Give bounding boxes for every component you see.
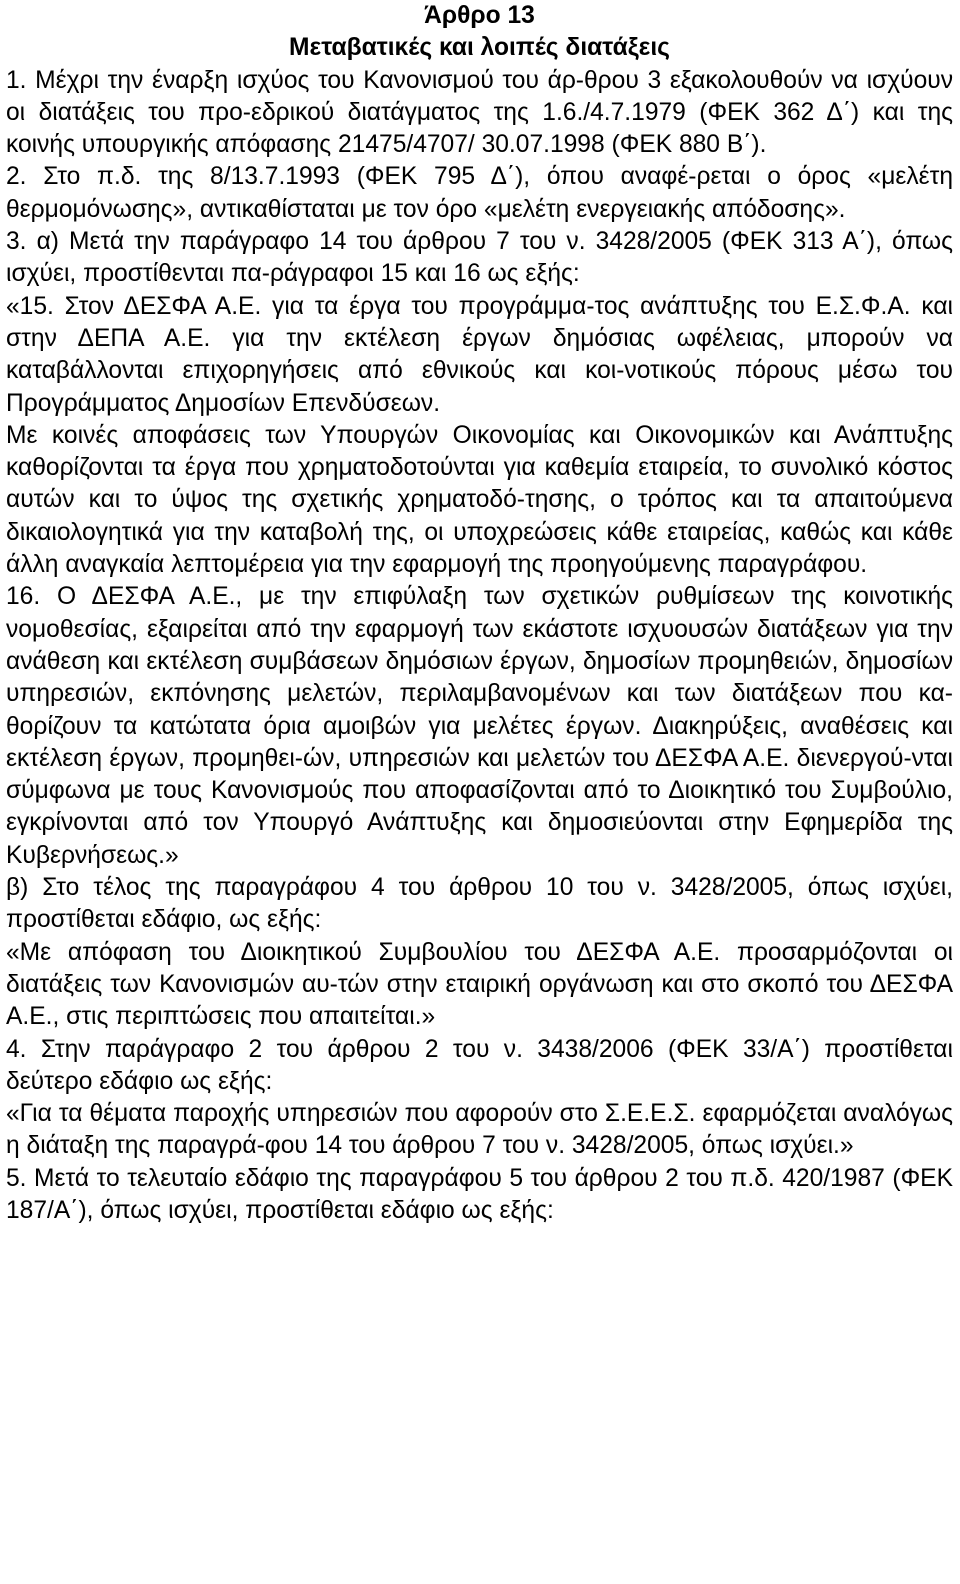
paragraph-2: 2. Στο π.δ. της 8/13.7.1993 (ΦΕΚ 795 Δ΄), όπου αναφέ-ρεται ο όρος «μελέτη θερμομόνωσης», αντικαθίσταται με τον όρο «μελέτη ενεργειακής απόδοσης». [6,163,953,223]
paragraph-3a: 3. α) Μετά την παράγραφο 14 του άρθρου 7 του ν. 3428/2005 (ΦΕΚ 313 Α΄), όπως ισχύει, προστίθενται πα-ράγραφοι 15 και 16 ως εξής: [6,228,953,288]
paragraph-3b-quote: «Με απόφαση του Διοικητικού Συμβουλίου του ΔΕΣΦΑ Α.Ε. προσαρμόζονται οι διατάξεις των Κανονισμών αυ-τών στην εταιρική οργάνωση και στο σκοπό του ΔΕΣΦΑ Α.Ε., στις περιπτώσεις που απαιτείται.» [6,938,953,1031]
paragraph-5: 5. Μετά το τελευταίο εδάφιο της παραγράφου 5 του άρθρου 2 του π.δ. 420/1987 (ΦΕΚ 187/Α΄), όπως ισχύει, προστίθεται εδάφιο ως εξής: [6,1164,953,1224]
paragraph-4-quote: «Για τα θέματα παροχής υπηρεσιών που αφορούν στο Σ.Ε.Ε.Σ. εφαρμόζεται αναλόγως η διάταξη της παραγρά-φου 14 του άρθρου 7 του ν. 3428/2005, όπως ισχύει.» [6,1100,953,1160]
article-subtitle: Μεταβατικές και λοιπές διατάξεις [289,34,670,62]
paragraph-15-quote: «15. Στον ΔΕΣΦΑ Α.Ε. για τα έργα του προγράμμα-τος ανάπτυξης του Ε.Σ.Φ.Α. και στην ΔΕΠΑ Α.Ε. για την εκτέλεση έργων δημόσιας ωφέλειας, μπορούν να καταβάλλονται επιχορηγήσεις από εθνικούς και κοι-νοτικούς πόρους μέσω του Προγράμματος Δημοσίων Επενδύσεων. [6,292,953,417]
paragraph-16-quote: 16. Ο ΔΕΣΦΑ Α.Ε., με την επιφύλαξη των σχετικών ρυθμίσεων της κοινοτικής νομοθεσίας, εξαιρείται από την εφαρμογή των εκάστοτε ισχυουσών διατάξεων για την ανάθεση και εκτέλεση συμβάσεων δημόσιων έργων, δημοσίων προμηθειών, δημοσίων υπηρεσιών, εκπόνησης μελετών, περιλαμβανομένων και των διατάξεων που κα-θορίζουν τα κατώτατα όρια αμοιβών για μελέτες έργων. Διακηρύξεις, αναθέσεις και εκτέλεση έργων, προμηθει-ών, υπηρεσιών και μελετών του ΔΕΣΦΑ Α.Ε. διενεργού-νται σύμφωνα με τους Κανονισμούς που αποφασίζονται από το Διοικητικό του Συμβούλιο, εγκρίνονται από τον Υπουργό Ανάπτυξης και δημοσιεύονται στην Εφημερίδα της Κυβερνήσεως.» [6,583,953,869]
paragraph-4: 4. Στην παράγραφο 2 του άρθρου 2 του ν. 3438/2006 (ΦΕΚ 33/Α΄) προστίθεται δεύτερο εδάφιο ως εξής: [6,1035,953,1095]
article-title: Άρθρο 13 [424,2,535,29]
paragraph-15-joint-decisions: Με κοινές αποφάσεις των Υπουργών Οικονομίας και Οικονομικών και Ανάπτυξης καθορίζονται τα έργα που χρηματοδοτούνται για καθεμία εταιρεία, το συνολικό κόστος αυτών και το ύψος της σχετικής χρηματοδό-τησης, ο τρόπος και τα απαιτούμενα δικαιολογητικά για την καταβολή της, οι υποχρεώσεις κάθε εταιρείας, καθώς και κάθε άλλη αναγκαία λεπτομέρεια για την εφαρμογή της προηγούμενης παραγράφου. [6,421,953,579]
paragraph-3b: β) Στο τέλος της παραγράφου 4 του άρθρου 10 του ν. 3428/2005, όπως ισχύει, προστίθεται εδάφιο, ως εξής: [6,874,953,934]
paragraph-1: 1. Μέχρι την έναρξη ισχύος του Κανονισμού του άρ-θρου 3 εξακολουθούν να ισχύουν οι διατάξεις του προ-εδρικού διατάγματος της 1.6./4.7.1979 (ΦΕΚ 362 Δ΄) και της κοινής υπουργικής απόφασης 21475/4707/ 30.07.1998 (ΦΕΚ 880 Β΄). [6,66,953,159]
